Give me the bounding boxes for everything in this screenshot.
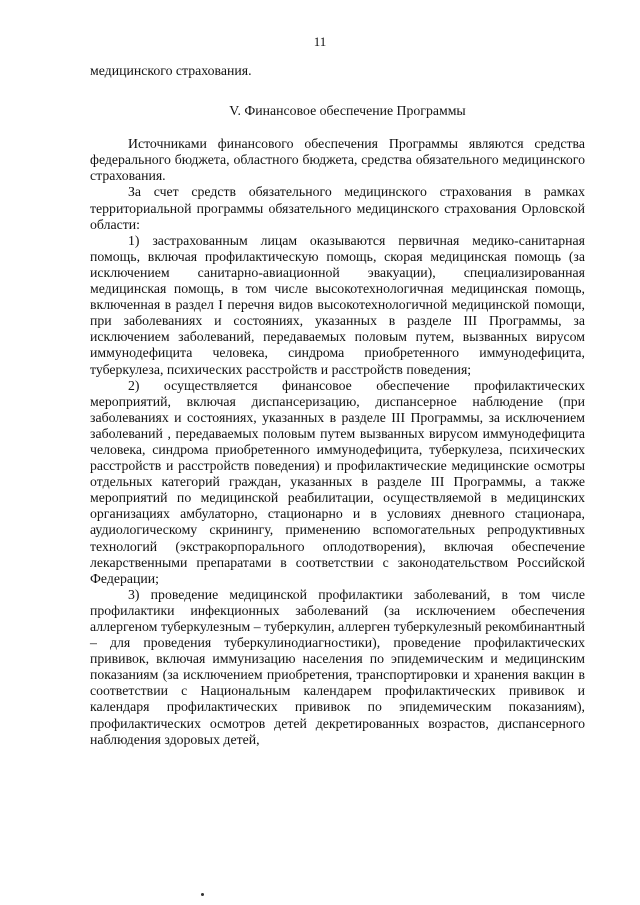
paragraph-item-3: 3) проведение медицинской профилактики заболеваний, в том числе профилактики инфекционных заболеваний (за исключением обеспечения аллергеном туберкулезным – туберкулин, аллерген туберкулезный рекомбинантный – для проведения туберкулинодиагностики), проведение профилактических прививок, включая иммунизацию населения по эпидемическим и медицинским показаниям (за исключением приобретения, транспортировки и хранения вакцин в соответствии с Национальным календарем профилактических прививок и календаря профилактических прививок по эпидемическим показаниям), профилактических осмотров детей декретированных возрастов, диспансерного наблюдения здоровых детей, <box>90 586 585 747</box>
document-body <box>90 63 585 748</box>
page-number: 11 <box>313 34 327 49</box>
paragraph-oms-intro: За счет средств обязательного медицинского страхования в рамках территориальной программы обязательного медицинского страхования Орловской области: <box>90 184 585 232</box>
scan-dot-mark <box>201 893 204 896</box>
section-title: V. Финансовое обеспечение Программы <box>229 103 466 119</box>
intro-tail: медицинского страхования. <box>90 63 252 78</box>
paragraph-funding-sources: Источниками финансового обеспечения Программы являются средства федерального бюджета, областного бюджета, средства обязательного медицинского страхования. <box>90 136 585 184</box>
paragraph-item-1: 1) застрахованным лицам оказываются первичная медико-санитарная помощь, включая профилактическую помощь, скорая медицинская помощь (за исключением санитарно-авиационной эвакуации), специализированная медицинская помощь, в том числе высокотехнологичная медицинская помощь, включенная в раздел I перечня видов высокотехнологичной медицинской помощи, при заболеваниях и состояниях, указанных в разделе III Программы, за исключением заболеваний, передаваемых половым путем, вызванных вирусом иммунодефицита человека, синдрома приобретенного иммунодефицита, туберкулеза, психических расстройств и расстройств поведения; <box>90 232 585 377</box>
paragraph-item-2: 2) осуществляется финансовое обеспечение профилактических мероприятий, включая диспансеризацию, диспансерное наблюдение (при заболеваниях и состояниях, указанных в разделе III Программы, за исключением заболеваний , передаваемых половым путем вызванных вирусом иммунодефицита человека, синдрома приобретенного иммунодефицита, туберкулеза, психических расстройств и расстройств поведения) и профилактические медицинские осмотры отдельных категорий граждан, указанных в разделе III Программы, а также мероприятий по медицинской реабилитации, осуществляемой в медицинских организациях амбулаторно, стационарно и в условиях дневного стационара, аудиологическому скринингу, применению вспомогательных репродуктивных технологий (экстракорпорального оплодотворения), включая обеспечение лекарственными препаратами в соответствии с законодательством Российской Федерации; <box>90 377 585 586</box>
